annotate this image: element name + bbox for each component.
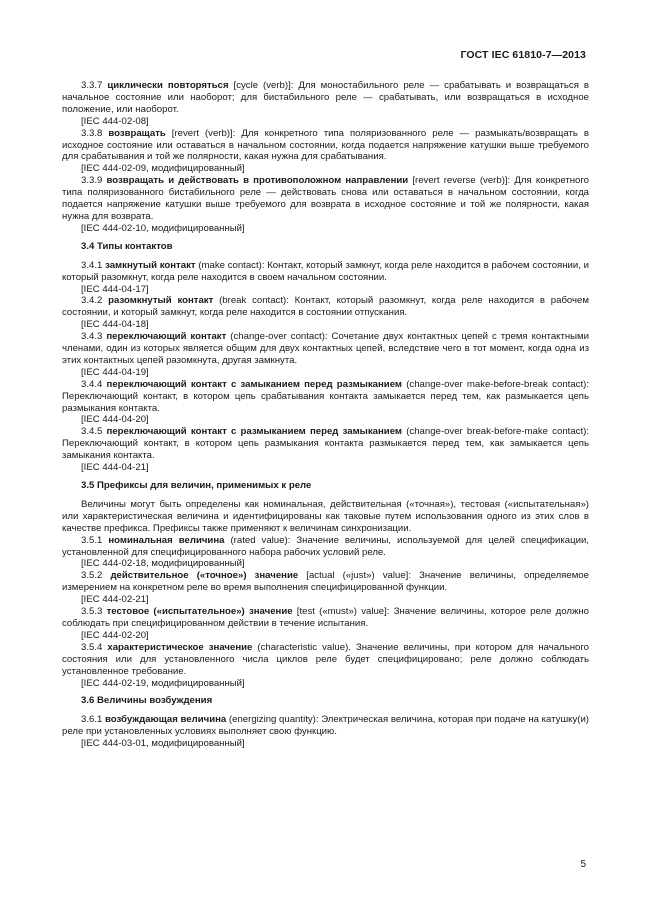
defined-term: переключающий контакт	[106, 331, 227, 343]
document-body	[62, 80, 589, 750]
iec-reference: [IEC 444-02-19, модифицированный]	[81, 677, 245, 689]
iec-reference: [IEC 444-02-08]	[81, 115, 149, 127]
clause-number: 3.3.8	[81, 127, 109, 139]
definition-paragraph	[62, 499, 589, 535]
iec-reference: [IEC 444-04-19]	[81, 366, 149, 378]
definition-paragraph	[62, 535, 589, 559]
defined-term: номинальная величина	[108, 534, 225, 546]
iec-reference: [IEC 444-03-01, модифицированный]	[81, 738, 245, 750]
definition-paragraph	[62, 80, 589, 116]
clause-number: 3.3.9	[81, 175, 107, 187]
definition-paragraph	[62, 295, 589, 319]
clause-number: 3.5.4	[81, 641, 108, 653]
defined-term: разомкнутый контакт	[108, 295, 214, 307]
definition-paragraph	[62, 175, 589, 223]
defined-term: действительное («точное») значение	[110, 570, 299, 582]
defined-term: возвращать и действовать в противоположном направлении	[106, 175, 409, 187]
clause-number: 3.3.7	[81, 80, 108, 91]
defined-term: характеристическое значение	[107, 641, 253, 653]
clause-number: 3.5.2	[81, 570, 111, 582]
clause-number: 3.4.4	[81, 378, 107, 390]
page-number: 5	[580, 859, 586, 870]
section-heading: 3.4 Типы контактов	[81, 240, 173, 252]
definition-text: [actual («just») value]: Значение величины, определяемое измерением на конкретном реле во время выполнения специфицированной функции.	[62, 570, 589, 594]
definition-text: (change-over contact): Сочетание двух контактных цепей с тремя контактными членами, один из которых является общим для двух контактных цепей, вследствие чего в тот момент, когда одна из этих контактных цепей разомкнута, другая замкнута.	[62, 331, 590, 366]
definition-text: (rated value): Значение величины, используемой для целей спецификации, установленной для специфицированного набора рабочих условий реле.	[62, 534, 589, 558]
document-id-header: ГОСТ IEC 61810-7—2013	[460, 49, 586, 61]
definition-text: [revert (verb)]: Для конкретного типа поляризованного реле — размыкать/возвращать в исходное состояние или оставаться в начальном состоянии, когда подается напряжение катушки выше требуемого для срабатывания и той же полярности, какая нужна для срабатывания.	[62, 127, 589, 163]
definition-text: [cycle (verb)]: Для моностабильного реле — срабатывать и возвращаться в начальное состояние или наоборот; для бистабильного реле — срабатывать, или возвращаться в исходное положение, или наоборот.	[62, 80, 589, 115]
iec-reference: [IEC 444-04-21]	[81, 462, 149, 474]
definition-paragraph	[62, 426, 589, 462]
defined-term: циклически повторяться	[107, 80, 229, 91]
definition-text: (make contact): Контакт, который замкнут, когда реле находится в рабочем состоянии, и который разомкнут, когда реле находится в своем начальном состоянии.	[62, 259, 589, 283]
iec-reference: [IEC 444-04-18]	[81, 319, 149, 331]
iec-reference: [IEC 444-04-17]	[81, 283, 149, 295]
iec-reference: [IEC 444-04-20]	[81, 414, 149, 426]
defined-term: возбуждающая величина	[105, 714, 227, 726]
definition-paragraph	[62, 379, 589, 415]
definition-paragraph	[62, 606, 589, 630]
iec-reference: [IEC 444-02-10, модифицированный]	[81, 222, 245, 234]
definition-text: (energizing quantity): Электрическая величина, которая при подаче на катушку(и) реле при установленных условиях выполняет свою функцию.	[62, 714, 590, 738]
iec-reference: [IEC 444-02-18, модифицированный]	[81, 558, 245, 570]
iec-reference: [IEC 444-02-20]	[81, 629, 149, 641]
section-heading: 3.6 Величины возбуждения	[81, 695, 213, 707]
clause-number: 3.4.5	[81, 426, 107, 438]
definition-text: (break contact): Контакт, который разомкнут, когда реле находится в рабочем состоянии, и который замкнут, когда реле находится в состоянии отпускания.	[62, 295, 589, 319]
defined-term: переключающий контакт с размыканием перед замыканием	[106, 426, 402, 438]
clause-number: 3.5.1	[81, 534, 109, 546]
defined-term: возвращать	[108, 127, 166, 139]
definition-paragraph	[62, 642, 589, 678]
definition-text: [test («must») value]: Значение величины, которое реле должно соблюдать при специфицированном действии в течение испытания.	[62, 606, 589, 629]
definition-text: (characteristic value). Значение величины, при котором для начального состояния или для установленного числа циклов реле будет специфицировано; реле должно соблюдать установленное требование.	[62, 641, 589, 677]
definition-text: Величины могут быть определены как номинальная, действительная («точная»), тестовая («испытательная») или характеристическая величина и идентифицированы как таковые путем использования одного из этих слов в качестве префикса. Префиксы также применяют к величинам синхронизации.	[62, 498, 589, 534]
defined-term: переключающий контакт с замыканием перед размыканием	[106, 378, 402, 390]
clause-number: 3.4.1	[81, 259, 106, 271]
defined-term: замкнутый контакт	[105, 259, 196, 271]
definition-paragraph	[62, 570, 589, 594]
definition-paragraph	[62, 331, 589, 367]
clause-number: 3.5.3	[81, 606, 107, 618]
definition-paragraph	[62, 260, 589, 284]
clause-number: 3.4.2	[81, 295, 109, 307]
definition-text: [revert reverse (verb)]: Для конкретного типа поляризованного бистабильного реле — действовать снова или оставаться в начальном состоянии, когда подается напряжение катушки выше требуемого для возврата в исходное состояние и той же полярности, какая нужна для возврата.	[62, 175, 589, 222]
definition-paragraph	[62, 714, 589, 738]
clause-number: 3.4.3	[81, 331, 107, 343]
definition-text: (change-over make-before-break contact): Переключающий контакт, в котором цепь срабатывания контакта замыкается перед тем, как размыкается цепь размыкания контакта.	[62, 378, 589, 414]
definition-paragraph	[62, 128, 589, 164]
iec-reference: [IEC 444-02-21]	[81, 594, 149, 606]
iec-reference: [IEC 444-02-09, модифицированный]	[81, 163, 245, 175]
section-heading: 3.5 Префиксы для величин, применимых к реле	[81, 480, 312, 491]
defined-term: тестовое («испытательное») значение	[106, 606, 293, 618]
clause-number: 3.6.1	[81, 714, 106, 726]
definition-text: (change-over break-before-make contact): Переключающий контакт, в котором цепь размыкания контакта размыкается перед тем, как замыкается цепь замыкания контакта.	[62, 426, 589, 462]
